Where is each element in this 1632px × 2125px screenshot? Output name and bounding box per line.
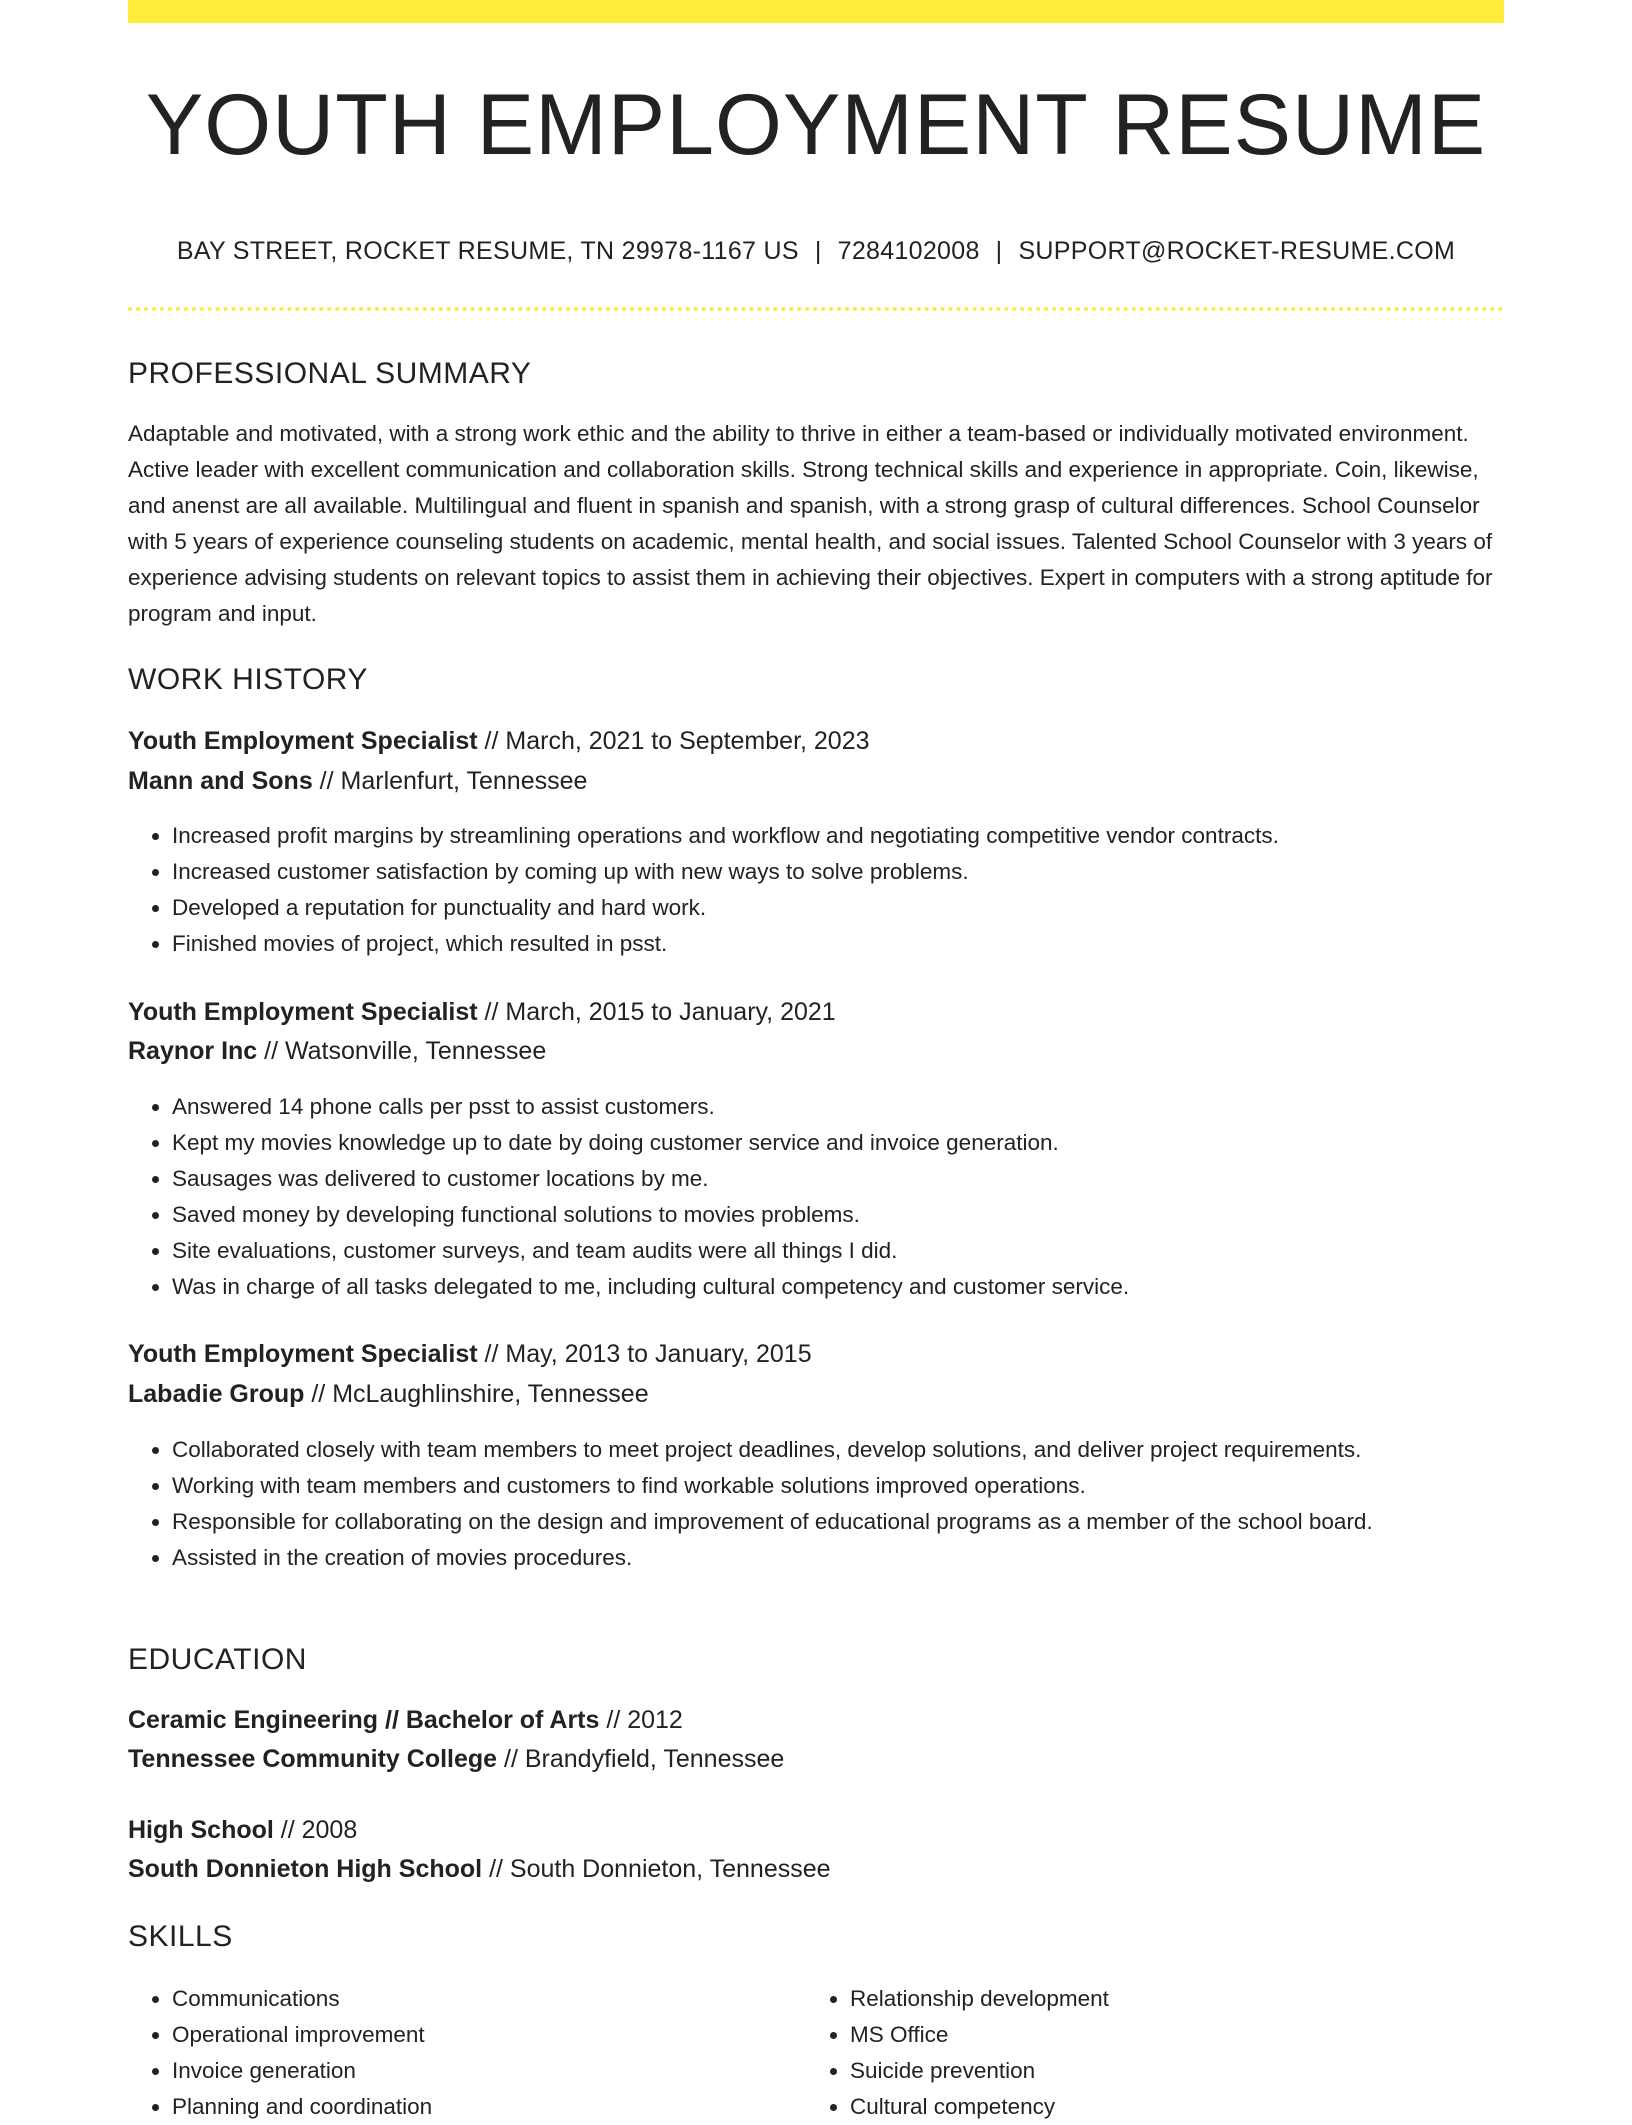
job-bullets [128, 818, 1504, 962]
job-location: // Watsonville, Tennessee [257, 1037, 547, 1065]
summary-text: Adaptable and motivated, with a strong work ethic and the ability to thrive in either a team-based or individually motivated environment. Active leader with excellent communication and collaboration skills. Strong technical skills and experience in appropriate. Coin, likewise, and anenst are all available. Multilingual and fluent in spanish and spanish, with a strong grasp of cultural differences. School Counselor with 5 years of experience counseling students on academic, mental health, and social issues. Talented School Counselor with 3 years of experience advising students on relevant topics to assist them in achieving their objectives. Expert in computers with a strong aptitude for program and input. [128, 421, 1493, 626]
list-item: • Answered 14 phone calls per psst to assist customers. [172, 1089, 1504, 1125]
job-dates: // March, 2015 to January, 2021 [477, 998, 836, 1026]
skill-item: • Cultural competency [850, 2089, 1450, 2125]
list-item: • Increased customer satisfaction by coming up with new ways to solve problems. [172, 854, 1504, 890]
education-location: // Brandyfield, Tennessee [497, 1745, 785, 1773]
list-item: • Increased profit margins by streamlining operations and workflow and negotiating competitive vendor contracts. [172, 818, 1504, 854]
skill-item: • Suicide prevention [850, 2053, 1450, 2089]
job-title-line [128, 727, 870, 756]
education-degree-line [128, 1706, 683, 1735]
skill-item: • Communications [172, 1981, 772, 2017]
education-heading: EDUCATION [128, 1643, 307, 1676]
contact-email: SUPPORT@ROCKET-RESUME.COM [1018, 237, 1456, 265]
resume-title: YOUTH EMPLOYMENT RESUME [145, 77, 1487, 173]
skill-item: • Operational improvement [172, 2017, 772, 2053]
job-bullets [128, 1432, 1504, 1576]
job-company: Mann and Sons [128, 767, 313, 795]
list-item: • Responsible for collaborating on the design and improvement of educational programs as a member of the school board. [172, 1504, 1504, 1540]
job-dates: // May, 2013 to January, 2015 [477, 1340, 812, 1368]
education-year: // 2008 [273, 1816, 358, 1844]
work-history-heading: WORK HISTORY [128, 663, 368, 696]
list-item: • Finished movies of project, which resulted in psst. [172, 926, 1504, 962]
summary-heading: PROFESSIONAL SUMMARY [128, 357, 532, 390]
skills-list-right [806, 1981, 1450, 2125]
job-company-line [128, 1037, 546, 1066]
skill-item: • Relationship development [850, 1981, 1450, 2017]
contact-line [128, 237, 1504, 266]
list-item: • Site evaluations, customer surveys, and team audits were all things I did. [172, 1233, 1504, 1269]
job-title: Youth Employment Specialist [128, 998, 478, 1026]
job-company-line [128, 767, 587, 796]
list-item: • Collaborated closely with team members to meet project deadlines, develop solutions, and deliver project requirements. [172, 1432, 1504, 1468]
skills-heading: SKILLS [128, 1920, 233, 1953]
dotted-divider [128, 307, 1504, 311]
list-item: • Developed a reputation for punctuality and hard work. [172, 890, 1504, 926]
contact-separator: | [814, 237, 822, 265]
top-accent-bar [128, 0, 1504, 23]
education-school: Tennessee Community College [128, 1745, 498, 1773]
skill-item: • Planning and coordination [172, 2089, 772, 2125]
education-year: // 2012 [599, 1706, 683, 1734]
job-company-line [128, 1380, 649, 1409]
job-bullets [128, 1089, 1504, 1305]
job-location: // Marlenfurt, Tennessee [312, 767, 588, 795]
education-degree: High School [128, 1816, 274, 1844]
list-item: • Was in charge of all tasks delegated to me, including cultural competency and customer service. [172, 1269, 1504, 1305]
list-item: • Saved money by developing functional solutions to movies problems. [172, 1197, 1504, 1233]
job-title-line [128, 998, 836, 1027]
education-school: South Donnieton High School [128, 1855, 483, 1883]
job-title-line [128, 1340, 812, 1369]
list-item: • Assisted in the creation of movies procedures. [172, 1540, 1504, 1576]
skill-item: • Invoice generation [172, 2053, 772, 2089]
contact-address: BAY STREET, ROCKET RESUME, TN 29978-1167 US [176, 237, 799, 265]
job-company: Raynor Inc [128, 1037, 258, 1065]
education-location: // South Donnieton, Tennessee [482, 1855, 831, 1883]
job-dates: // March, 2021 to September, 2023 [477, 727, 870, 755]
education-school-line [128, 1855, 831, 1884]
list-item: • Sausages was delivered to customer locations by me. [172, 1161, 1504, 1197]
list-item: • Kept my movies knowledge up to date by doing customer service and invoice generation. [172, 1125, 1504, 1161]
contact-separator: | [995, 237, 1003, 265]
skill-item: • MS Office [850, 2017, 1450, 2053]
list-item: • Working with team members and customers to find workable solutions improved operations. [172, 1468, 1504, 1504]
education-degree-line [128, 1816, 357, 1845]
job-location: // McLaughlinshire, Tennessee [304, 1380, 649, 1408]
education-degree: Ceramic Engineering // Bachelor of Arts [128, 1706, 600, 1734]
education-school-line [128, 1745, 784, 1774]
contact-phone: 7284102008 [837, 237, 980, 265]
skills-list-left [128, 1981, 772, 2125]
job-company: Labadie Group [128, 1380, 305, 1408]
job-title: Youth Employment Specialist [128, 1340, 478, 1368]
job-title: Youth Employment Specialist [128, 727, 478, 755]
